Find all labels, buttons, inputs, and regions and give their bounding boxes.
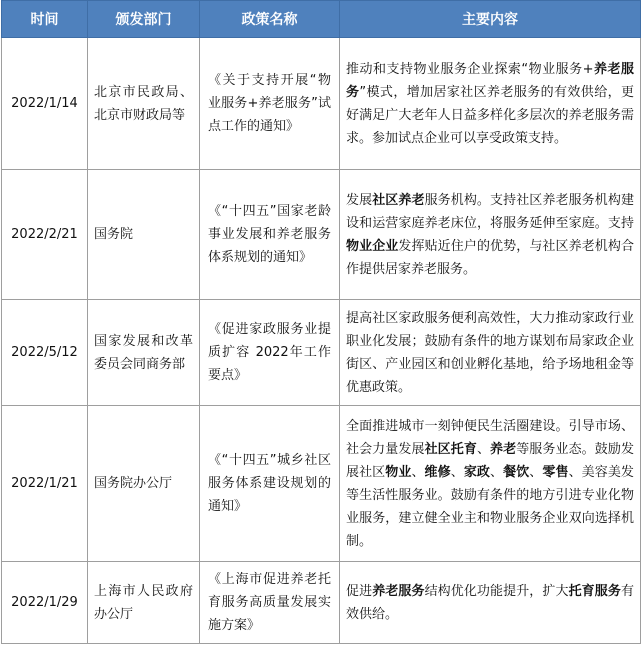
content-text: 等服务业态。鼓励发展社区 — [346, 441, 634, 480]
header-policy: 政策名称 — [200, 1, 340, 38]
content-text: 推动和支持物业服务企业探索“物业服务+ — [346, 61, 594, 77]
highlight-text: 托育服务 — [568, 583, 621, 599]
table-header-row — [2, 1, 641, 38]
highlight-text: 物业企业 — [346, 238, 399, 254]
cell-policy: 《上海市促进养老托育服务高质量发展实施方案》 — [200, 562, 340, 644]
content-text: 服务机构。支持社区养老服务机构建设和运营家庭养老床位，将服务延伸至家庭。支持 — [346, 192, 634, 231]
highlight-text: 社区养老 — [372, 192, 425, 208]
cell-content — [340, 406, 641, 562]
cell-date: 2022/1/21 — [2, 406, 88, 562]
cell-department: 国务院办公厅 — [88, 406, 200, 562]
cell-department: 国务院 — [88, 170, 200, 300]
highlight-text: 养老服务 — [346, 61, 634, 100]
highlight-text: 家政 — [463, 464, 491, 480]
cell-date: 2022/1/29 — [2, 562, 88, 644]
cell-department: 国家发展和改革委员会同商务部 — [88, 300, 200, 406]
cell-date: 2022/1/14 — [2, 38, 88, 170]
highlight-text: 社区托育 — [424, 441, 477, 457]
highlight-text: 维修 — [424, 464, 451, 480]
cell-content — [340, 562, 641, 644]
header-time: 时间 — [2, 1, 88, 38]
highlight-text: 养老 — [490, 441, 517, 457]
content-text: 、 — [529, 464, 543, 480]
highlight-text: 餐饮 — [503, 464, 530, 480]
table-row — [2, 300, 641, 406]
content-text: 、 — [450, 464, 464, 480]
header-content: 主要内容 — [340, 1, 641, 38]
content-text: 、 — [411, 464, 425, 480]
cell-policy: 《促进家政服务业提质扩容 2022年工作要点》 — [200, 300, 340, 406]
content-text: ”模式，增加居家社区养老服务的有效供给，更好满足广大老年人日益多样化多层次的养老服务需求。参加试点企业可以享受政策支持。 — [346, 84, 634, 146]
content-text: 、美容美发等生活性服务业。鼓励有条件的地方引进专业化物业服务，建立健全业主和物业服务企业双向选择机制。 — [346, 464, 634, 549]
content-text: 、 — [476, 441, 491, 457]
table-row — [2, 38, 641, 170]
content-text: 提高社区家政服务便利高效性，大力推动家政行业职业化发展；鼓励有条件的地方谋划布局家政企业街区、产业园区和创业孵化基地，给予场地租金等优惠政策。 — [346, 310, 634, 395]
cell-content — [340, 300, 641, 406]
highlight-text: 零售 — [542, 464, 569, 480]
content-text: 、 — [490, 464, 504, 480]
content-text: 全面推进城市一刻钟便民生活圈建设。引导市场、社会力量发展 — [346, 418, 634, 457]
table-row — [2, 170, 641, 300]
table-row — [2, 562, 641, 644]
highlight-text: 养老服务 — [372, 583, 425, 599]
policy-table — [1, 0, 641, 644]
cell-policy: 《“十四五”城乡社区服务体系建设规划的通知》 — [200, 406, 340, 562]
cell-date: 2022/2/21 — [2, 170, 88, 300]
content-text: 结构优化功能提升，扩大 — [424, 583, 569, 599]
cell-content — [340, 38, 641, 170]
content-text: 有效供给。 — [346, 583, 634, 622]
header-department: 颁发部门 — [88, 1, 200, 38]
cell-policy: 《关于支持开展“物业服务+养老服务”试点工作的通知》 — [200, 38, 340, 170]
highlight-text: 物业 — [385, 464, 412, 480]
cell-department: 北京市民政局、北京市财政局等 — [88, 38, 200, 170]
content-text: 发挥贴近住户的优势，与社区养老机构合作提供居家养老服务。 — [346, 238, 634, 277]
cell-department: 上海市人民政府办公厅 — [88, 562, 200, 644]
table-row — [2, 406, 641, 562]
cell-content — [340, 170, 641, 300]
content-text: 发展 — [346, 192, 373, 208]
cell-policy: 《“十四五”国家老龄事业发展和养老服务体系规划的通知》 — [200, 170, 340, 300]
content-text: 促进 — [346, 583, 373, 599]
cell-date: 2022/5/12 — [2, 300, 88, 406]
